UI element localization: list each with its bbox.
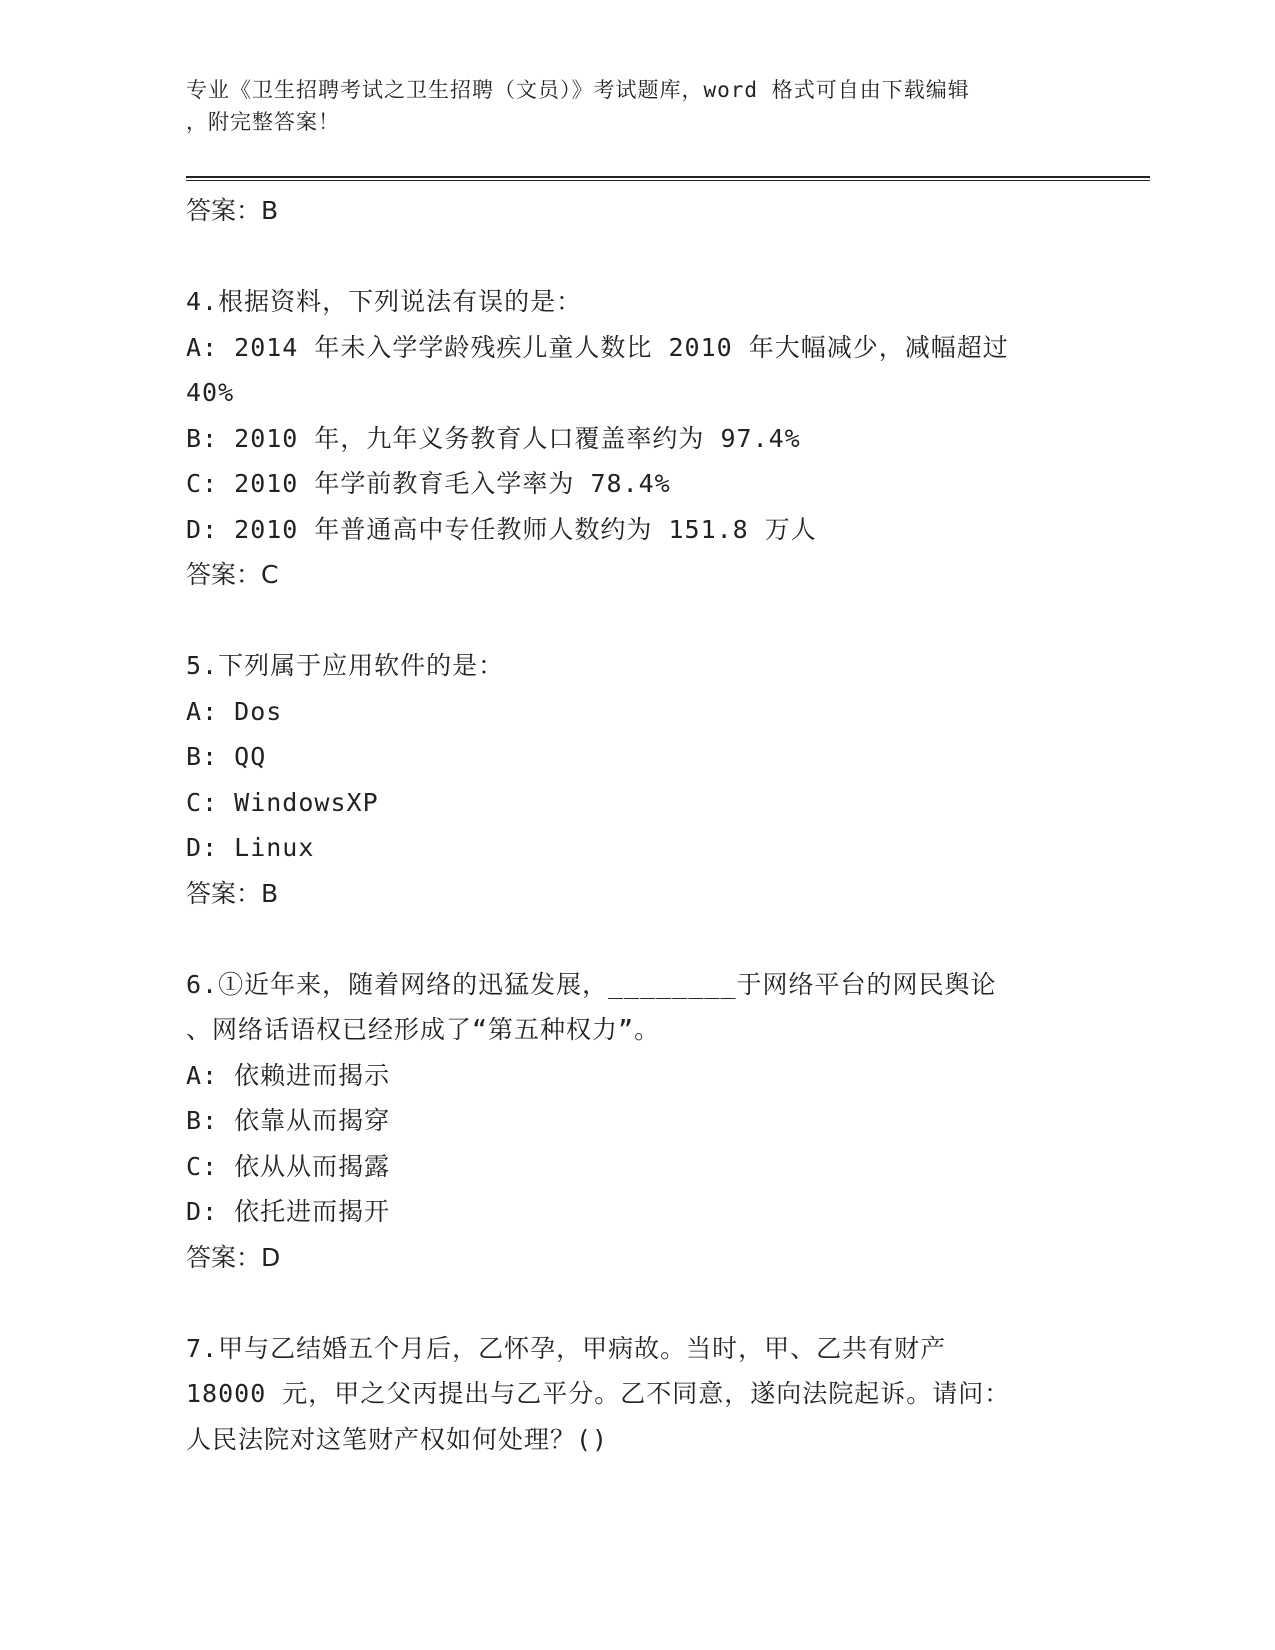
question-text-line: B: 依靠从而揭穿 — [186, 1106, 391, 1135]
question-text-line: 人民法院对这笔财产权如何处理？() — [186, 1424, 609, 1454]
question-text-line: A: 2014 年未入学学龄残疾儿童人数比 2010 年大幅减少，减幅超过 — [186, 332, 1009, 362]
question-text-line: D: Linux — [186, 833, 315, 862]
answer-line: 答案：B — [186, 878, 279, 908]
question-text-line: 7.甲与乙结婚五个月后，乙怀孕，甲病故。当时，甲、乙共有财产 — [186, 1333, 947, 1363]
header-line-1: 专业《卫生招聘考试之卫生招聘（文员）》考试题库，word 格式可自由下载编辑 — [186, 78, 970, 102]
answer-line: 答案：B — [186, 196, 279, 225]
question-text-line: D: 依托进而揭开 — [186, 1197, 391, 1226]
question-text-line: 5.下列属于应用软件的是： — [186, 651, 505, 680]
answer-line: 答案：C — [186, 560, 279, 589]
header-line-2: ，附完整答案！ — [186, 110, 340, 134]
question-text-line: A: 依赖进而揭示 — [186, 1060, 391, 1090]
question-text-line: 、网络话语权已经形成了“第五种权力”。 — [186, 1015, 661, 1044]
question-content — [186, 188, 1086, 1462]
blank-line — [186, 1280, 1086, 1326]
question-text-line: 4.根据资料，下列说法有误的是： — [186, 287, 583, 316]
question-text-line: D: 2010 年普通高中专任教师人数约为 151.8 万人 — [186, 514, 817, 544]
question-text-line: B: 2010 年，九年义务教育人口覆盖率约为 97.4% — [186, 423, 801, 453]
answer-line: 答案：D — [186, 1242, 281, 1272]
document-header — [186, 74, 1086, 138]
question-text-line: 18000 元，甲之父丙提出与乙平分。乙不同意，遂向法院起诉。请问： — [186, 1379, 1011, 1408]
question-text-line: C: WindowsXP — [186, 787, 379, 817]
question-text-line: C: 2010 年学前教育毛入学率为 78.4% — [186, 469, 671, 498]
question-text-line: 6.①近年来，随着网络的迅猛发展，________于网络平台的网民舆论 — [186, 969, 997, 999]
question-text-line: B: QQ — [186, 742, 267, 771]
question-text-line: C: 依从从而揭露 — [186, 1151, 391, 1181]
header-divider — [186, 176, 1150, 181]
blank-line — [186, 234, 1086, 280]
question-text-line: 40% — [186, 378, 235, 407]
blank-line — [186, 598, 1086, 644]
question-text-line: A: Dos — [186, 696, 283, 726]
blank-line — [186, 916, 1086, 962]
